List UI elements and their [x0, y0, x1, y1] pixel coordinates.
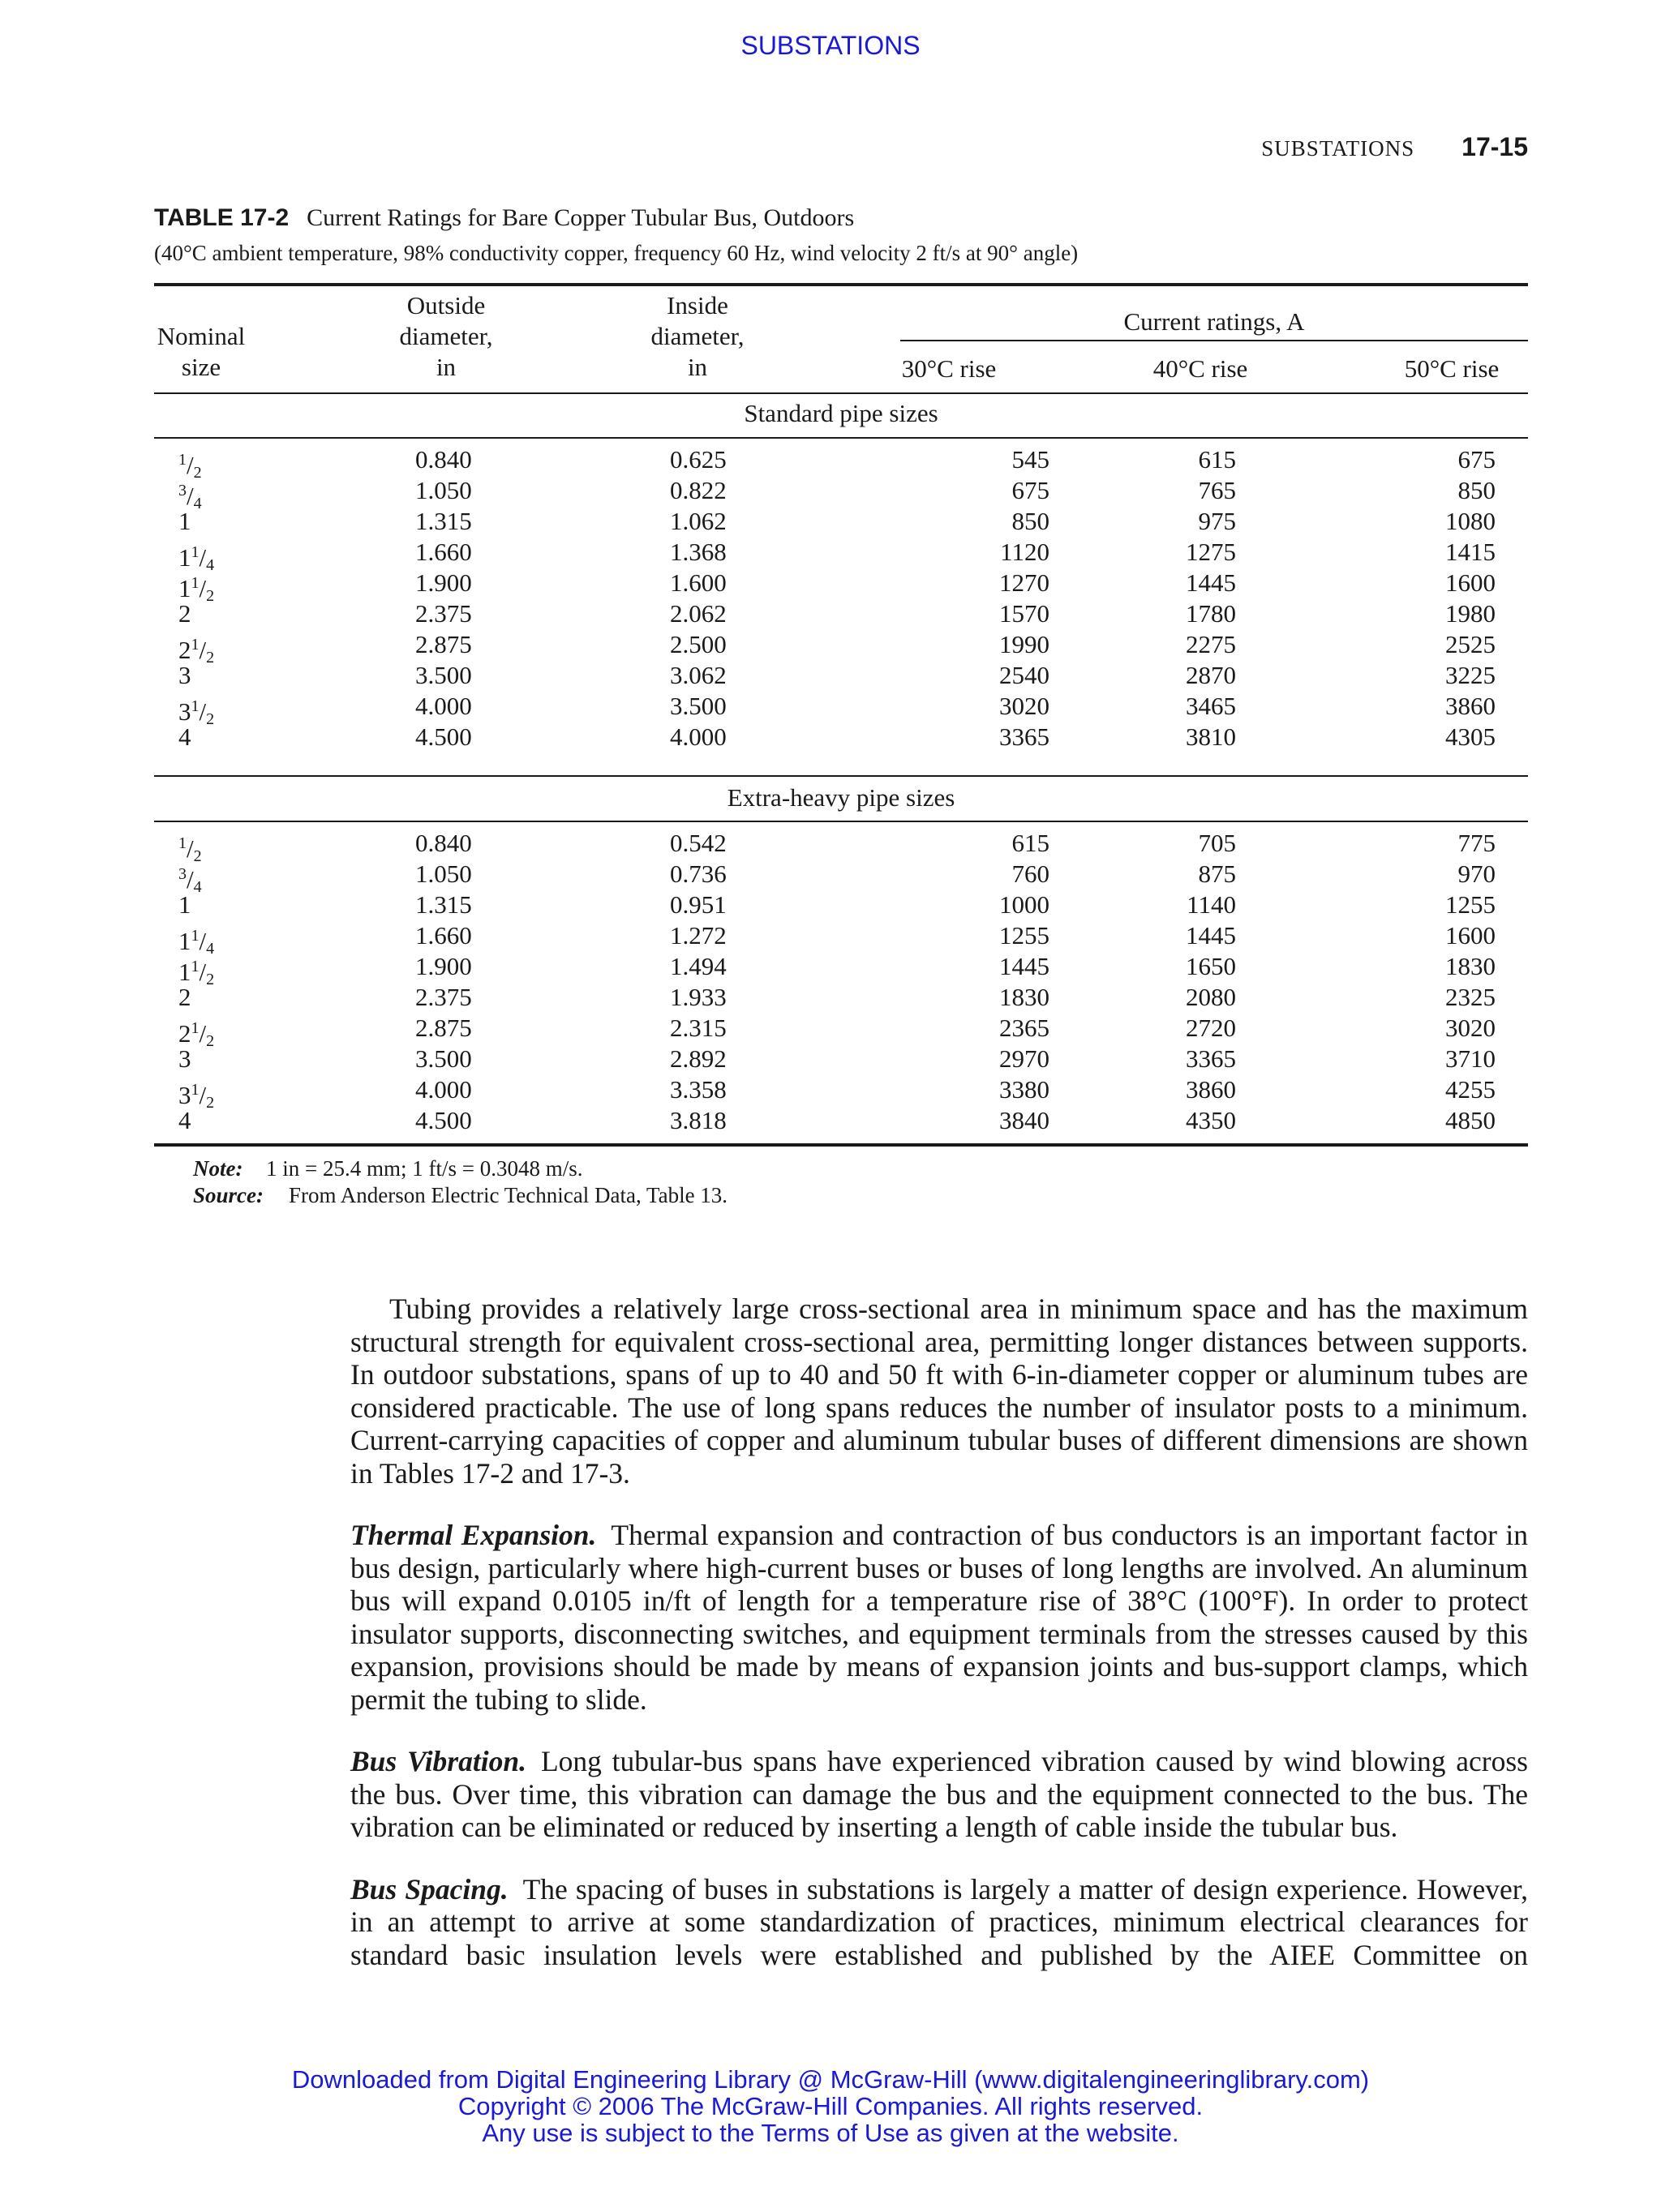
cell-rating-50c: 970 [1457, 860, 1496, 888]
section-label-standard: Standard pipe sizes [744, 399, 938, 427]
page-number: 17-15 [1461, 132, 1528, 161]
cell-rating-40c: 765 [1198, 476, 1236, 504]
size-denominator: 4 [206, 556, 215, 574]
size-denominator: 4 [193, 878, 202, 896]
header-outside-line2: diameter, [399, 322, 493, 350]
cell-outside-diameter: 4.500 [415, 1106, 472, 1134]
cell-rating-50c: 1980 [1445, 599, 1496, 628]
table-body-standard [154, 444, 1528, 752]
table-subtitle: (40°C ambient temperature, 98% conductivity copper, frequency 60 Hz, wind velocity 2 ft/s at 90° angle) [154, 241, 1079, 265]
cell-inside-diameter: 1.368 [670, 538, 727, 566]
cell-rating-40c: 3465 [1186, 692, 1236, 720]
cell-rating-40c: 3860 [1186, 1075, 1236, 1104]
cell-nominal-size: $^1/_2$ [178, 834, 202, 865]
cell-rating-40c: 1650 [1186, 952, 1236, 980]
header-nominal-line1: Nominal [157, 322, 246, 350]
size-numerator: 3 [178, 865, 187, 883]
cell-outside-diameter: 1.050 [415, 476, 472, 504]
section-rule-3 [154, 821, 1528, 822]
cell-rating-30c: 3380 [999, 1075, 1049, 1104]
cell-rating-50c: 4305 [1445, 722, 1496, 751]
cell-outside-diameter: 1.660 [415, 538, 472, 566]
size-denominator: 2 [206, 649, 215, 667]
size-whole: 1 [178, 574, 191, 602]
table-row [154, 920, 1528, 958]
cell-inside-diameter: 4.000 [670, 722, 727, 751]
cell-inside-diameter: 1.062 [670, 507, 727, 535]
table-row [154, 722, 1528, 752]
cell-rating-30c: 1570 [999, 599, 1049, 628]
table-row [154, 890, 1528, 920]
size-whole: 3 [178, 697, 191, 726]
size-denominator: 2 [193, 847, 202, 865]
cell-nominal-size [178, 982, 191, 1013]
size-denominator: 2 [206, 1032, 215, 1050]
cell-nominal-size: $2^1/_2$ [178, 636, 215, 667]
cell-rating-50c: 3225 [1445, 661, 1496, 689]
cell-outside-diameter: 1.315 [415, 890, 472, 919]
header-40c-rise: 40°C rise [1152, 354, 1248, 383]
header-bottom-rule [154, 392, 1528, 394]
cell-rating-30c: 615 [1011, 829, 1049, 857]
size-denominator: 2 [193, 464, 202, 482]
cell-rating-40c: 2720 [1186, 1014, 1236, 1042]
header-current-ratings: Current ratings, A [1123, 307, 1305, 336]
size-whole: 1 [178, 927, 191, 955]
cell-inside-diameter: 0.951 [670, 890, 727, 919]
cell-rating-30c: 1830 [999, 983, 1049, 1011]
cell-outside-diameter: 2.875 [415, 1014, 472, 1042]
cell-rating-40c: 1780 [1186, 599, 1236, 628]
size-numerator: 1 [191, 1019, 200, 1037]
table-row [154, 1044, 1528, 1074]
table-row [154, 1013, 1528, 1050]
size-numerator: 1 [191, 574, 200, 592]
cell-nominal-size: $3^1/_2$ [178, 697, 215, 728]
cell-outside-diameter: 0.840 [415, 445, 472, 474]
cell-outside-diameter: 2.375 [415, 599, 472, 628]
cell-nominal-size [178, 598, 191, 629]
cell-rating-40c: 2870 [1186, 661, 1236, 689]
table-label: TABLE 17-2 [154, 204, 290, 231]
cell-rating-30c: 1990 [999, 630, 1049, 658]
table-row [154, 1105, 1528, 1136]
size-numerator: 3 [178, 482, 187, 499]
size-numerator: 1 [178, 451, 187, 469]
cell-rating-40c: 1445 [1186, 568, 1236, 597]
cell-rating-30c: 1445 [999, 952, 1049, 980]
cell-rating-40c: 2275 [1186, 630, 1236, 658]
cell-rating-50c: 1600 [1445, 921, 1496, 950]
header-inside-line2: diameter, [650, 322, 745, 350]
cell-rating-50c: 1080 [1445, 507, 1496, 535]
table-row [154, 444, 1528, 482]
size-numerator: 1 [191, 927, 200, 945]
bus-vibration-paragraph [350, 1745, 1528, 1844]
bus-spacing-heading: Bus Spacing. [350, 1872, 509, 1905]
cell-nominal-size [178, 1044, 191, 1074]
size-whole: 4 [178, 1106, 191, 1134]
table-row [154, 506, 1528, 537]
size-whole: 4 [178, 722, 191, 751]
table-caption [154, 204, 854, 232]
bus-spacing-text: The spacing of buses in substations is largely a matter of design experience. However, in an attempt to arrive at some standardization of practices, minimum electrical clearances for standard basic insulation levels were established and published by the AIEE Committee on [350, 1872, 1529, 1971]
cell-nominal-size [178, 722, 191, 752]
cell-nominal-size: $1^1/_2$ [178, 958, 215, 988]
thermal-expansion-paragraph [350, 1519, 1528, 1716]
header-outside-line3: in [436, 353, 457, 381]
cell-rating-40c: 705 [1198, 829, 1236, 857]
cell-inside-diameter: 0.822 [670, 476, 727, 504]
cell-inside-diameter: 3.062 [670, 661, 727, 689]
cell-outside-diameter: 1.660 [415, 921, 472, 950]
cell-outside-diameter: 1.900 [415, 952, 472, 980]
cell-inside-diameter: 2.315 [670, 1014, 727, 1042]
footer-terms-link[interactable]: Any use is subject to the Terms of Use as given at the website. [482, 2119, 1179, 2147]
size-numerator: 1 [191, 543, 200, 561]
table-body-extra-heavy [154, 828, 1528, 1136]
cell-rating-30c: 2970 [999, 1044, 1049, 1073]
cell-outside-diameter: 2.875 [415, 630, 472, 658]
header-inside-diameter [616, 290, 779, 383]
cell-inside-diameter: 2.892 [670, 1044, 727, 1073]
footer [0, 2066, 1661, 2146]
note-label: Note: [193, 1156, 243, 1181]
size-whole: 3 [178, 661, 191, 689]
cell-inside-diameter: 1.494 [670, 952, 727, 980]
cell-nominal-size: $^1/_2$ [178, 451, 202, 482]
cell-rating-30c: 850 [1011, 507, 1049, 535]
source-text: From Anderson Electric Technical Data, Table 13. [289, 1183, 728, 1207]
header-nominal-size [154, 321, 248, 383]
cell-inside-diameter: 0.736 [670, 860, 727, 888]
table-row [154, 475, 1528, 512]
cell-rating-30c: 1120 [1000, 538, 1049, 566]
cell-rating-50c: 1600 [1445, 568, 1496, 597]
cell-rating-50c: 3860 [1445, 692, 1496, 720]
cell-rating-40c: 3365 [1186, 1044, 1236, 1073]
bus-vibration-heading: Bus Vibration. [350, 1745, 526, 1777]
size-whole: 2 [178, 636, 191, 664]
size-whole: 1 [178, 507, 191, 535]
size-denominator: 2 [206, 587, 215, 605]
thermal-expansion-text: Thermal expansion and contraction of bus conductors is an important factor in bus design, particularly where high-current buses or buses of long lengths are involved. An aluminum bus will expand 0.0105 in/ft of length for a temperature rise of 38°C (100°F). In order to protect insulator supports, disconnecting switches, and equipment terminals from the stresses caused by this expansion, provisions should be made by means of expansion joints and bus-support clamps, which permit the tubing to slide. [350, 1519, 1528, 1716]
cell-outside-diameter: 2.375 [415, 983, 472, 1011]
cell-inside-diameter: 1.933 [670, 983, 727, 1011]
cell-nominal-size: $3^1/_2$ [178, 1081, 215, 1112]
body-text [350, 1292, 1528, 2000]
cell-inside-diameter: 1.272 [670, 921, 727, 950]
cell-nominal-size [178, 506, 191, 537]
cell-nominal-size: $^3/_4$ [178, 865, 202, 896]
table-row [154, 828, 1528, 865]
size-denominator: 4 [193, 495, 202, 512]
note-text: 1 in = 25.4 mm; 1 ft/s = 0.3048 m/s. [266, 1156, 583, 1181]
current-ratings-rule [900, 340, 1528, 341]
header-30c-rise: 30°C rise [901, 354, 997, 383]
cell-rating-30c: 675 [1011, 476, 1049, 504]
size-whole: 1 [178, 543, 191, 572]
size-denominator: 2 [206, 710, 215, 728]
cell-rating-40c: 2080 [1186, 983, 1236, 1011]
cell-inside-diameter: 3.358 [670, 1075, 727, 1104]
table-source [193, 1183, 727, 1208]
table-title: Current Ratings for Bare Copper Tubular Bus, Outdoors [307, 204, 855, 231]
footer-download-link[interactable]: Downloaded from Digital Engineering Library @ McGraw-Hill (www.digitalengineeringlibrary.com) [291, 2065, 1370, 2094]
size-whole: 3 [178, 1081, 191, 1109]
cell-nominal-size [178, 890, 191, 920]
cell-inside-diameter: 3.818 [670, 1106, 727, 1134]
table-bottom-rule [154, 1143, 1528, 1147]
size-whole: 3 [178, 1044, 191, 1073]
size-numerator: 1 [191, 958, 200, 975]
section-rule-1 [154, 437, 1528, 439]
cell-outside-diameter: 3.500 [415, 661, 472, 689]
cell-rating-40c: 1140 [1187, 890, 1236, 919]
cell-outside-diameter: 4.000 [415, 692, 472, 720]
footer-copyright: Copyright © 2006 The McGraw-Hill Companies. All rights reserved. [457, 2092, 1204, 2120]
header-nominal-line2: size [181, 353, 221, 381]
source-label: Source: [193, 1183, 264, 1207]
size-whole: 2 [178, 599, 191, 628]
header-50c-rise: 50°C rise [1404, 354, 1500, 383]
cell-rating-50c: 2325 [1445, 983, 1496, 1011]
table-row [154, 660, 1528, 691]
size-denominator: 2 [206, 1094, 215, 1112]
size-denominator: 2 [206, 971, 215, 988]
cell-rating-40c: 1445 [1186, 921, 1236, 950]
cell-rating-30c: 2540 [999, 661, 1049, 689]
cell-outside-diameter: 1.050 [415, 860, 472, 888]
header-outside-line1: Outside [406, 291, 486, 319]
table-top-rule [154, 283, 1528, 286]
cell-outside-diameter: 4.000 [415, 1075, 472, 1104]
cell-rating-40c: 3810 [1186, 722, 1236, 751]
cell-rating-50c: 2525 [1445, 630, 1496, 658]
table-row [154, 982, 1528, 1013]
table-row [154, 537, 1528, 574]
cell-rating-50c: 1255 [1445, 890, 1496, 919]
cell-inside-diameter: 1.600 [670, 568, 727, 597]
cell-nominal-size: $1^1/_2$ [178, 574, 215, 605]
running-head [1261, 132, 1528, 162]
table-row [154, 859, 1528, 896]
cell-rating-50c: 3020 [1445, 1014, 1496, 1042]
cell-nominal-size [178, 660, 191, 691]
cell-inside-diameter: 2.500 [670, 630, 727, 658]
table-row [154, 691, 1528, 728]
running-head-title: SUBSTATIONS [1261, 136, 1415, 161]
cell-nominal-size: $1^1/_4$ [178, 927, 215, 958]
table-note [193, 1156, 582, 1181]
cell-rating-40c: 875 [1198, 860, 1236, 888]
header-outside-diameter [365, 290, 527, 383]
size-whole: 1 [178, 958, 191, 986]
cell-rating-30c: 1270 [999, 568, 1049, 597]
cell-inside-diameter: 3.500 [670, 692, 727, 720]
cell-rating-50c: 675 [1457, 445, 1496, 474]
cell-rating-50c: 775 [1457, 829, 1496, 857]
cell-rating-30c: 2365 [999, 1014, 1049, 1042]
bus-spacing-paragraph [350, 1873, 1528, 1972]
table-row [154, 1074, 1528, 1112]
size-numerator: 1 [191, 636, 200, 654]
section-label-extra-heavy: Extra-heavy pipe sizes [727, 783, 955, 812]
cell-rating-40c: 1275 [1186, 538, 1236, 566]
size-whole: 2 [178, 1019, 191, 1048]
intro-paragraph: Tubing provides a relatively large cross-sectional area in minimum space and has the maximum structural strength for equivalent cross-sectional area, permitting longer distances between supports. In outdoor substations, spans of up to 40 and 50 ft with 6-in-diameter copper or aluminum tubes are considered practicable. The use of long spans reduces the number of insulator posts to a minimum. Current-carrying capacities of copper and aluminum tubular buses of different dimensions are shown in Tables 17-2 and 17-3. [350, 1292, 1528, 1490]
cell-rating-50c: 4255 [1445, 1075, 1496, 1104]
cell-rating-30c: 1000 [999, 890, 1049, 919]
cell-outside-diameter: 1.900 [415, 568, 472, 597]
header-inside-line1: Inside [667, 291, 728, 319]
table-row [154, 629, 1528, 667]
thermal-expansion-heading: Thermal Expansion. [350, 1519, 597, 1551]
size-numerator: 1 [191, 697, 200, 715]
cell-rating-40c: 975 [1198, 507, 1236, 535]
cell-outside-diameter: 3.500 [415, 1044, 472, 1073]
cell-rating-30c: 3840 [999, 1106, 1049, 1134]
size-whole: 1 [178, 890, 191, 919]
cell-inside-diameter: 0.542 [670, 829, 727, 857]
cell-outside-diameter: 0.840 [415, 829, 472, 857]
table-row [154, 568, 1528, 605]
cell-nominal-size: $2^1/_2$ [178, 1019, 215, 1050]
cell-rating-30c: 3020 [999, 692, 1049, 720]
cell-outside-diameter: 4.500 [415, 722, 472, 751]
header-link[interactable]: SUBSTATIONS [740, 31, 921, 60]
table-row [154, 598, 1528, 629]
cell-rating-30c: 760 [1011, 860, 1049, 888]
cell-rating-40c: 4350 [1186, 1106, 1236, 1134]
size-denominator: 4 [206, 940, 215, 958]
cell-rating-30c: 3365 [999, 722, 1049, 751]
cell-rating-50c: 4850 [1445, 1106, 1496, 1134]
cell-inside-diameter: 2.062 [670, 599, 727, 628]
size-whole: 2 [178, 983, 191, 1011]
cell-inside-diameter: 0.625 [670, 445, 727, 474]
cell-rating-30c: 1255 [999, 921, 1049, 950]
table-row [154, 951, 1528, 988]
section-rule-2 [154, 775, 1528, 777]
cell-rating-50c: 1415 [1445, 538, 1496, 566]
cell-rating-50c: 850 [1457, 476, 1496, 504]
cell-rating-50c: 3710 [1445, 1044, 1496, 1073]
cell-rating-50c: 1830 [1445, 952, 1496, 980]
header-inside-line3: in [687, 353, 708, 381]
cell-nominal-size: $1^1/_4$ [178, 543, 215, 574]
bus-vibration-text: Long tubular-bus spans have experienced vibration caused by wind blowing across the bus. Over time, this vibration can damage the bus and the equipment connected to the bus. The vibration can be eliminated or reduced by inserting a length of cable inside the tubular bus. [350, 1745, 1528, 1843]
size-numerator: 1 [191, 1081, 200, 1099]
cell-rating-40c: 615 [1198, 445, 1236, 474]
size-numerator: 1 [178, 834, 187, 852]
cell-nominal-size: $^3/_4$ [178, 482, 202, 512]
cell-nominal-size [178, 1105, 191, 1136]
cell-rating-30c: 545 [1011, 445, 1049, 474]
cell-outside-diameter: 1.315 [415, 507, 472, 535]
